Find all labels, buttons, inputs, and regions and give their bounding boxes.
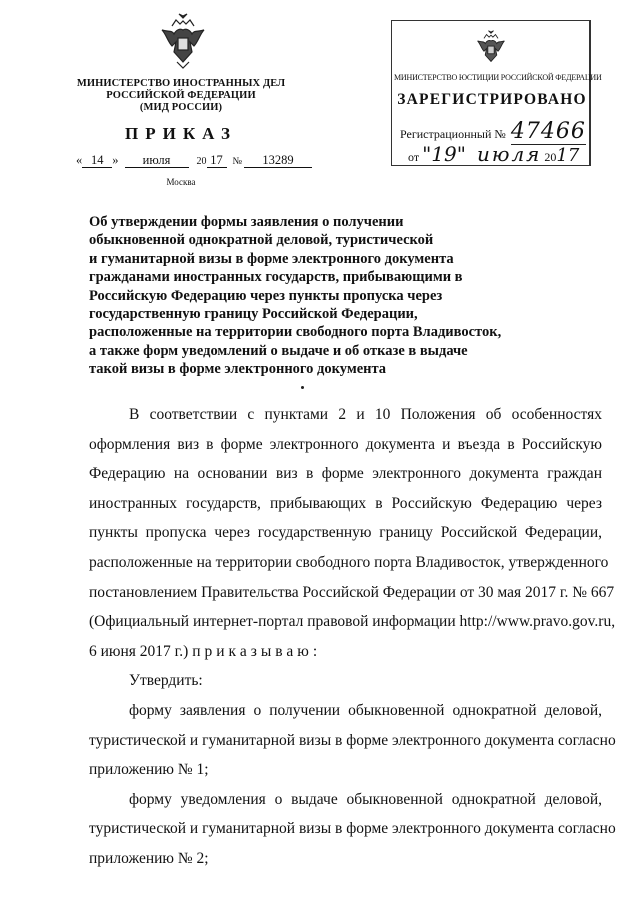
subject-line: расположенные на территории свободного порта Владивосток, [89, 324, 502, 341]
preamble-line: иностранных государств, прибывающих в Российскую Федерацию через [89, 494, 602, 512]
stamp-registration-number [400, 119, 586, 144]
registration-stamp [391, 20, 602, 166]
date-year-prefix: 20 [196, 156, 207, 167]
approve-label: Утвердить: [129, 672, 203, 690]
approved-item-1 [89, 696, 616, 785]
order-subject [89, 213, 549, 379]
order-date-number [76, 153, 294, 168]
preamble-line: (Официальный интернет-портал правовой информации http://www.pravo.gov.ru, [89, 613, 616, 631]
stamp-reg-number: 47466 [510, 119, 586, 144]
preamble-line: расположенные на территории свободного порта Владивосток, утвержденного [89, 553, 609, 571]
ministry-line: РОССИЙСКОЙ ФЕДЕРАЦИИ [106, 90, 256, 101]
item-line: форму заявления о получении обыкновенной однократной деловой, [129, 701, 602, 719]
stamp-date-prefix: от [408, 150, 420, 164]
coat-of-arms-icon [475, 29, 507, 67]
ministry-name [74, 78, 288, 114]
subject-line: Об утверждении формы заявления о получении [89, 214, 404, 230]
date-year-suffix: 17 [207, 153, 227, 168]
item-line: туристической и гуманитарной визы в форме электронного документа согласно [89, 731, 616, 749]
date-close-quote: » [112, 153, 119, 167]
date-day: 14 [82, 153, 112, 168]
subject-line: гражданами иностранных государств, прибывающими в [89, 269, 463, 286]
stamp-date-day: "19" [422, 142, 466, 166]
subject-line: и гуманитарной визы в форме электронного документа [89, 250, 454, 267]
document-type: ПРИКАЗ [125, 124, 237, 143]
stamp-date-year-suffix: 17 [556, 145, 580, 166]
subject-line: государственную границу Российской Федерации, [89, 306, 418, 323]
approved-item-2 [89, 785, 616, 874]
preamble-line: В соответствии с пунктами 2 и 10 Положения об особенностях [129, 406, 602, 423]
preamble-last-text: 6 июня 2017 г.) [89, 642, 189, 660]
stamp-status: ЗАРЕГИСТРИРОВАНО [397, 91, 587, 108]
stamp-date [408, 142, 579, 166]
subject-line: обыкновенной однократной деловой, туристической [89, 232, 434, 249]
coat-of-arms-icon [158, 12, 208, 70]
stamp-date-month: июля [476, 142, 542, 166]
order-body [89, 400, 616, 874]
preamble-line: пункты пропуска через государственную границу Российской Федерации, [89, 524, 602, 542]
ministry-line: (МИД РОССИИ) [139, 102, 223, 113]
item-line: туристической и гуманитарной визы в форме электронного документа согласно [89, 820, 616, 838]
order-word: приказываю: [192, 642, 322, 660]
item-line: форму уведомления о выдаче обыкновенной однократной деловой, [129, 790, 602, 808]
item-last-line: приложению № 1; [89, 761, 209, 779]
item-last-line: приложению № 2; [89, 849, 209, 867]
preamble-paragraph [89, 400, 616, 666]
preamble-last-line [89, 637, 602, 667]
preamble-line: постановлением Правительства Российской Федерации от 30 мая 2017 г. № 667 [89, 583, 615, 601]
stamp-date-year-prefix: 20 [544, 150, 557, 164]
stamp-ministry-name: МИНИСТЕРСТВО ЮСТИЦИИ РОССИЙСКОЙ ФЕДЕРАЦИИ [394, 73, 602, 82]
city: Москва [166, 177, 196, 187]
date-open-quote: « [76, 153, 83, 167]
order-number: 13289 [244, 153, 312, 168]
stamp-reg-label: Регистрационный № [400, 127, 506, 141]
preamble-line: оформления виз в форме электронного документа и въезда в Российскую [89, 435, 602, 453]
preamble-line: Федерацию на основании виз в форме электронного документа граждан [89, 465, 602, 483]
ministry-line: МИНИСТЕРСТВО ИНОСТРАННЫХ ДЕЛ [76, 78, 286, 89]
scan-speck [301, 386, 304, 389]
subject-line: Российскую Федерацию через пункты пропуска через [89, 287, 443, 304]
date-month: июля [125, 153, 189, 168]
number-sign: № [232, 156, 243, 167]
subject-line: такой визы в форме электронного документа [89, 361, 387, 378]
subject-line: а также форм уведомлений о выдаче и об отказе в выдаче [89, 342, 468, 359]
